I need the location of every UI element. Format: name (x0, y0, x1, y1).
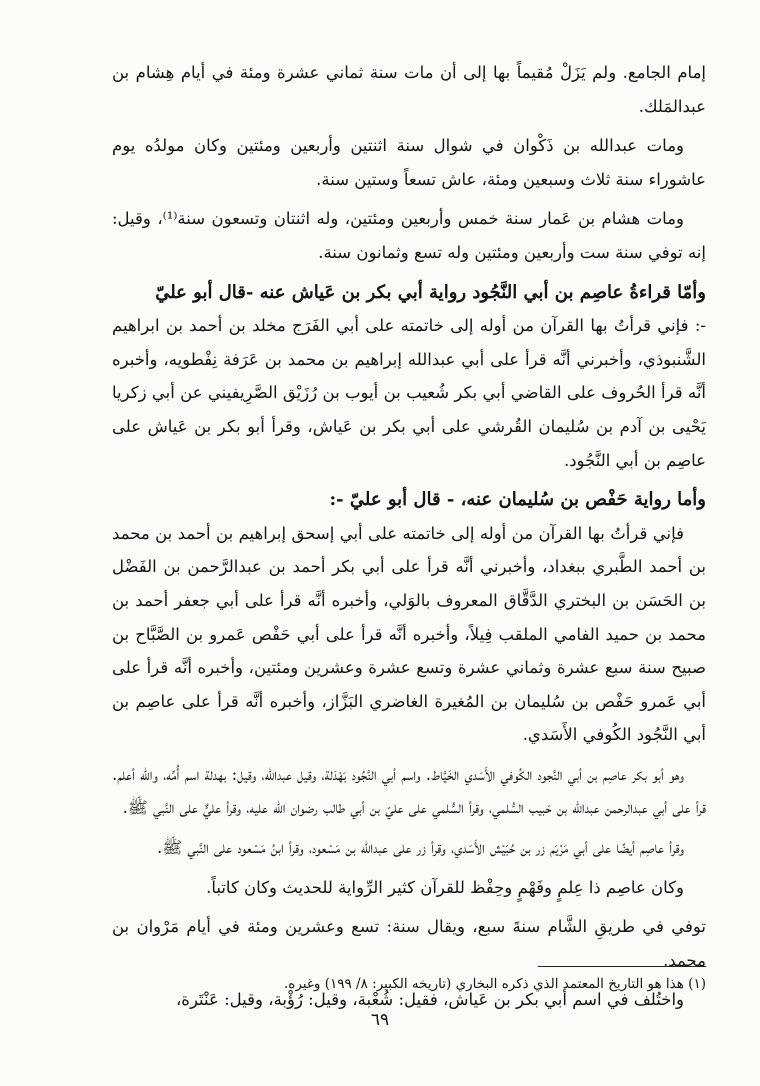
section-heading-1: وأمّا قراءةُ عاصِم بن أبي النَّجُود رواية أبي بكر بن عَياش عنه -قال أبو عليّ (155, 281, 706, 303)
paragraph-8: وكان عاصِم ذا عِلمٍ وفَهْمٍ وحِفْظ للقرآن كثير الرِّواية للحديث وكان كاتباً. (206, 877, 684, 897)
paragraph-3: ومات هشام بن عَمار سنة خمس وأربعين ومئتين، وله اثنتان وتسعون سنة⁽¹⁾، وقيل: إنه توفي سنة ست وأربعين ومئتين وله تسع وثمانون سنة. (112, 209, 706, 262)
paragraph-10: واختُلف في اسم أبي بكر بن عَياش، فقيل: شُعْبة، وقيل: رُؤْبة، وقيل: عَنْتَرة، (175, 990, 684, 1010)
paragraph-2: ومات عبدالله بن ذَكْوان في شوال سنة اثنتين وأربعين ومئتين وكان مولدُه يوم عاشوراء سنة ثلاث وسبعين ومئة، عاش تسعاً وستين سنة. (112, 136, 706, 189)
paragraph-9: توفي في طريقِ الشَّام سنةَ سبع، ويقال سنة: تسع وعشرين ومئة في أيام مَرْوان بن محمد. (112, 917, 706, 970)
paragraph-6: وهو أبو بكر عاصِم بن أبي النَّجود الكُوفي الأَسَدي الخَيَّاط. واسم أبي النَّجُود بَهْدَلة، وقيل عبدالله، وقيل: بهدلة اسم أُمِّه، والله أعلم. قرأ على أبي عبدالرحمن عبدالله بن حَبيب السُّلمي، وقرأ السُّلمي على عليّ بن أبي طالب رضوان الله عليه، وقرأ عليٌّ على النَّبي ﷺ. (112, 764, 706, 818)
paragraph-5: فإني قرأتُ بها القرآن من أوله إلى خاتمته على أبي إسحق إبراهيم بن أحمد بن محمد بن أحمد الطَّبري ببغداد، وأخبرني أنَّه قرأ على أبي بكر أحمد بن عبدالرَّحمن بن الفَضْل بن الحَسَن بن البختري الدَّقَّاق المعروف بالوَلي، وأخبره أنَّه قرأ على أبي جعفر أحمد بن محمد بن حميد الفامي الملقب فِيلاً، وأخبره أنَّه قرأ على أبي حَفْص عَمرو بن الصَّبَّاح بن صبيح سنة سبع عشرة وثماني عشرة وتسع عشرة وعشرين ومئتين، وأخبره أنَّه قرأ على أبي عَمرو حَفْص بن سُليمان بن المُغيرة الغاضري البَزَّاز، وأخبره أنَّه قرأ على عاصِم بن أبي النَّجُود الكُوفي الأَسَدي. (112, 523, 706, 745)
footnote-divider (538, 966, 706, 967)
paragraph-1: إمام الجامع. ولم يَزَلْ مُقيماً بها إلى أن مات سنة ثماني عشرة ومئة في أيام هِشام بن عبدالمَلك. (112, 63, 706, 116)
paragraph-7: وقرأ عاصِم أيضًا على أبي مَرْيَم زر بن حُبَيْش الأَسَدي، وقرأ زر على عبدالله بن مَسْعود، وقرأ ابنُ مَسْعود على النَّبي ﷺ. (156, 838, 684, 858)
paragraph-4: -: فإني قرأتُ بها القرآن من أوله إلى خاتمته على أبي الفَرَج مخلد بن أحمد بن ابراهيم الشَّنبوذي، وأخبرني أنَّه قرأ على أبي عبدالله إبراهيم بن محمد بن عَرَفة نِفْطويه، وأخبره أنَّه قرأ الحُروف على القاضي أبي بكر شُعيب بن أيوب بن رُزَيْق الصَّرِيفيني عن أبي زكريا يَحْيى بن آدم بن سُليمان القُرشي على أبي بكر بن عَياش، وقرأ أبو بكر بن عَياش على عاصِم بن أبي النَّجُود. (112, 316, 706, 470)
page-number: ٦٩ (370, 1010, 390, 1030)
footnote: (١) هذا هو التاريخ المعتمد الذي ذكره البخاري (تاريخه الكبير: ٨/ ١٩٩) وغيره. (283, 976, 706, 992)
section-heading-2: وأما رواية حَفْص بن سُليمان عنه، - قال أبو عليّ -: (329, 489, 706, 511)
main-text (112, 56, 706, 1023)
